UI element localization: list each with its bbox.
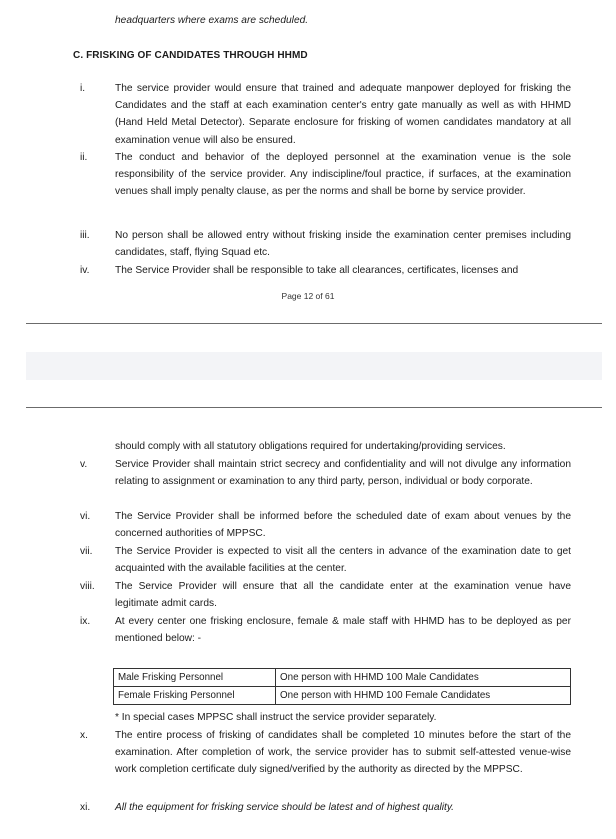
table-cell: Female Frisking Personnel bbox=[114, 687, 276, 705]
section-heading: C. FRISKING OF CANDIDATES THROUGH HHMD bbox=[73, 50, 308, 61]
item-number: iii. bbox=[80, 230, 90, 241]
page-gap-shade bbox=[26, 352, 602, 380]
list-item-text: The Service Provider will ensure that all the candidate enter at the examination venue have legitimate admit cards. bbox=[115, 581, 571, 610]
list-item-text: The Service Provider shall be responsible to take all clearances, certificates, licenses and bbox=[115, 265, 519, 276]
item-number: i. bbox=[80, 83, 86, 94]
table-cell: Male Frisking Personnel bbox=[114, 669, 276, 687]
item-number: iv. bbox=[80, 265, 90, 276]
table-cell: One person with HHMD 100 Male Candidates bbox=[276, 669, 571, 687]
page-divider bbox=[26, 323, 602, 324]
item-number: x. bbox=[80, 730, 88, 741]
item-number: xi. bbox=[80, 802, 91, 813]
table-row bbox=[114, 687, 571, 705]
frisking-personnel-table bbox=[113, 668, 571, 705]
list-item-text: At every center one frisking enclosure, female & male staff with HHMD has to be deployed as per mentioned below: - bbox=[115, 616, 571, 645]
item-number: vii. bbox=[80, 546, 93, 557]
item-number: ii. bbox=[80, 152, 88, 163]
list-item-text: The entire process of frisking of candidates shall be completed 10 minutes before the start of the examination. After completion of work, the service provider has to submit self-attested venue-wise work completion certificate duly signed/verified by the authority as directed by the MPPSC. bbox=[115, 730, 571, 776]
document-page-12 bbox=[0, 0, 616, 322]
list-item-text: The Service Provider is expected to visit all the centers in advance of the examination date to get acquainted with the available facilities at the center. bbox=[115, 546, 571, 575]
list-item-text: All the equipment for frisking service should be latest and of highest quality. bbox=[115, 802, 455, 813]
table-row bbox=[114, 669, 571, 687]
item-number: viii. bbox=[80, 581, 95, 592]
list-item-text: The service provider would ensure that trained and adequate manpower deployed for frisking the Candidates and the staff at each examination center's entry gate manually as well as with HHMD (Hand Held Metal Detector). Separate enclosure for frisking of women candidates mandatory at all examination venue will also be ensured. bbox=[115, 83, 571, 146]
page-footer: Page 12 of 61 bbox=[281, 291, 335, 301]
table-note: * In special cases MPPSC shall instruct the service provider separately. bbox=[115, 712, 437, 723]
table-cell: One person with HHMD 100 Female Candidates bbox=[276, 687, 571, 705]
item-number: v. bbox=[80, 459, 88, 470]
carryover-text: should comply with all statutory obligations required for undertaking/providing services. bbox=[115, 441, 506, 452]
list-item-text: The conduct and behavior of the deployed personnel at the examination venue is the sole responsibility of the service provider. Any indiscipline/foul practice, if surfaces, at the examination venues shall imply penalty clause, as per the norms and shall be borne by service provider. bbox=[115, 152, 571, 198]
list-item-text: No person shall be allowed entry without frisking inside the examination center premises including candidates, staff, flying Squad etc. bbox=[115, 230, 571, 259]
list-item-text: The Service Provider shall be informed before the scheduled date of exam about venues by the concerned authorities of MPPSC. bbox=[115, 511, 571, 540]
carryover-text: headquarters where exams are scheduled. bbox=[115, 15, 309, 26]
item-number: ix. bbox=[80, 616, 91, 627]
list-item-text: Service Provider shall maintain strict secrecy and confidentiality and will not divulge any information relating to assignment or examination to any third party, person, individual or body corporate. bbox=[115, 459, 571, 488]
item-number: vi. bbox=[80, 511, 91, 522]
